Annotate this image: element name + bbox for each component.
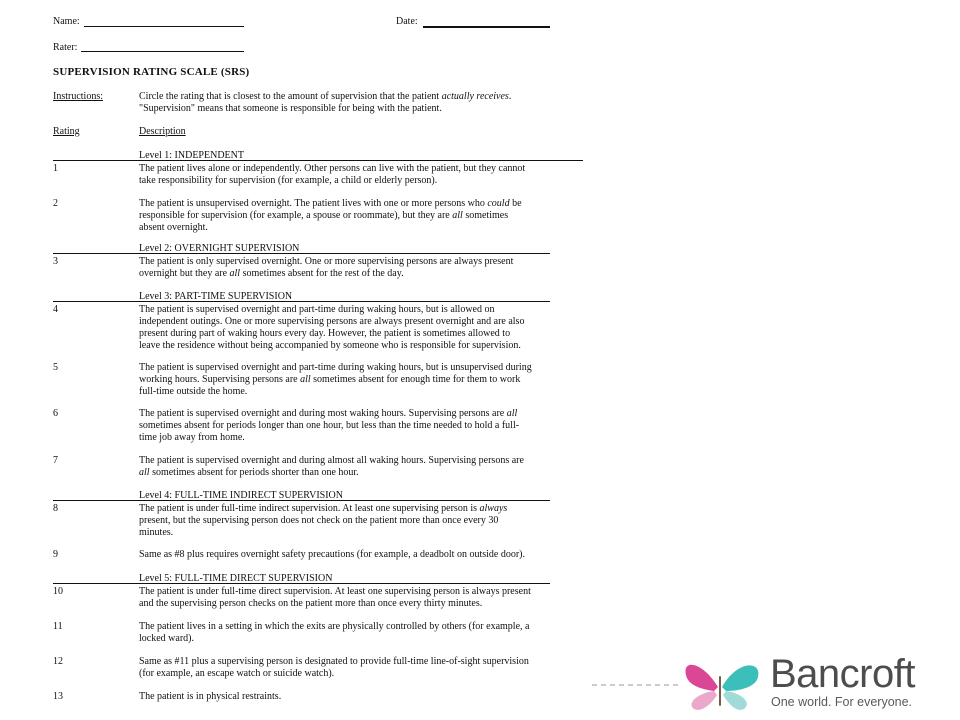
level-5-heading: Level 5: FULL-TIME DIRECT SUPERVISION xyxy=(139,573,333,584)
rating-10-number[interactable]: 10 xyxy=(53,586,63,597)
rating-12-number[interactable]: 12 xyxy=(53,656,63,667)
rating-1-description: The patient lives alone or independently. Other persons can live with the patient, but they cannot take responsibility for supervision (for example, a child or elderly person). xyxy=(139,163,526,186)
name-field[interactable] xyxy=(84,26,244,27)
rating-8-number[interactable]: 8 xyxy=(53,503,58,514)
level-3-heading: Level 3: PART-TIME SUPERVISION xyxy=(139,291,293,302)
date-field[interactable] xyxy=(423,26,550,28)
rating-6-description: The patient is supervised overnight and during most waking hours. Supervising persons are all sometimes absent for periods longer than one hour, but less than the time needed to hold a full- time job away from home. xyxy=(139,408,520,443)
description-column-header: Description xyxy=(139,126,186,137)
rating-13-description: The patient is in physical restraints. xyxy=(139,691,282,702)
rating-6-number[interactable]: 6 xyxy=(53,408,58,419)
rating-13-number[interactable]: 13 xyxy=(53,691,63,702)
rating-5-number[interactable]: 5 xyxy=(53,362,58,373)
name-label: Name: xyxy=(53,16,80,27)
rating-8-description: The patient is under full-time indirect supervision. At least one supervising person is always present, but the supervising person does not check on the patient more than once every 30 minutes. xyxy=(139,503,508,538)
rater-label: Rater: xyxy=(53,42,78,53)
level-2-rule xyxy=(53,253,550,254)
level-2-heading: Level 2: OVERNIGHT SUPERVISION xyxy=(139,243,300,254)
brand-tagline: One world. For everyone. xyxy=(771,695,913,709)
rating-11-number[interactable]: 11 xyxy=(53,621,63,632)
rating-11-description: The patient lives in a setting in which the exits are physically controlled by others (for example, a locked ward). xyxy=(139,621,530,644)
instructions-line-2: "Supervision" means that someone is responsible for being with the patient. xyxy=(139,103,442,114)
level-4-heading: Level 4: FULL-TIME INDIRECT SUPERVISION xyxy=(139,490,343,501)
rating-3-description: The patient is only supervised overnight. One or more supervising persons are always present overnight but they are all sometimes absent for the rest of the day. xyxy=(139,256,514,279)
rater-field[interactable] xyxy=(81,51,244,52)
level-3-rule xyxy=(53,301,550,302)
rating-1-number[interactable]: 1 xyxy=(53,163,58,174)
rating-column-header: Rating xyxy=(53,126,80,137)
level-1-rule xyxy=(53,160,583,161)
level-5-rule xyxy=(53,583,550,584)
level-4-rule xyxy=(53,500,550,501)
brand-name: Bancroft xyxy=(770,652,915,696)
rating-4-number[interactable]: 4 xyxy=(53,304,58,315)
butterfly-icon xyxy=(685,665,758,710)
rating-7-number[interactable]: 7 xyxy=(53,455,58,466)
rating-2-number[interactable]: 2 xyxy=(53,198,58,209)
rating-12-description: Same as #11 plus a supervising person is designated to provide full-time line-of-sight supervision (for example, an escape watch or suicide watch). xyxy=(139,656,529,679)
rating-5-description: The patient is supervised overnight and part-time during waking hours, but is unsupervised during working hours. Supervising persons are all sometimes absent for enough time for them to work full-time outside the home. xyxy=(139,362,532,397)
rating-9-description: Same as #8 plus requires overnight safety precautions (for example, a deadbolt on outside door). xyxy=(139,549,526,560)
form-title: SUPERVISION RATING SCALE (SRS) xyxy=(53,66,250,78)
rating-3-number[interactable]: 3 xyxy=(53,256,58,267)
rating-7-description: The patient is supervised overnight and during almost all waking hours. Supervising persons are all sometimes absent for periods shorter than one hour. xyxy=(139,455,524,478)
instructions-line-1: Circle the rating that is closest to the amount of supervision that the patient actually receives. xyxy=(139,91,512,102)
date-label: Date: xyxy=(396,16,418,27)
instructions-label: Instructions: xyxy=(53,91,103,102)
rating-9-number[interactable]: 9 xyxy=(53,549,58,560)
rating-4-description: The patient is supervised overnight and part-time during waking hours, but is allowed on independent outings. One or more supervising persons are always present overnight and are also present during part of waking hours every day. However, the patient is sometimes allowed to leave the residence without being accompanied by someone who is responsible for supervision. xyxy=(139,304,525,351)
rating-2-description: The patient is unsupervised overnight. The patient lives with one or more persons who could be responsible for supervision (for example, a spouse or roommate), but they are all sometimes absent overnight. xyxy=(139,198,522,233)
level-1-heading: Level 1: INDEPENDENT xyxy=(139,150,244,161)
rating-10-description: The patient is under full-time direct supervision. At least one supervising person is always present and the supervising person checks on the patient more than once every thirty minutes. xyxy=(139,586,531,609)
